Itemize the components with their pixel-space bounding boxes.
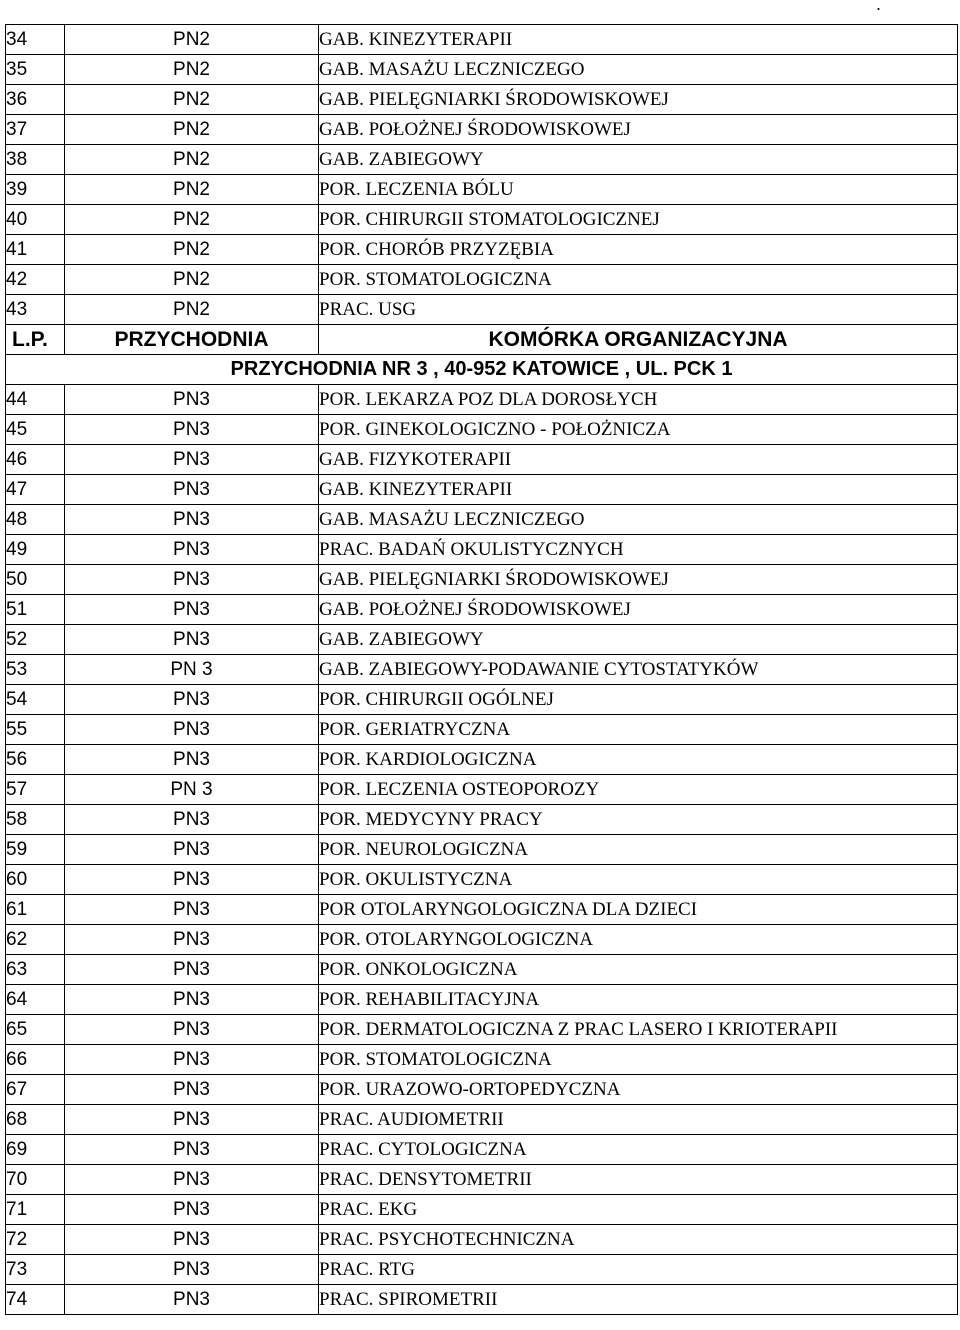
clinic-code: PN2 <box>65 295 319 325</box>
row-number: 35 <box>6 55 65 85</box>
row-number: 44 <box>6 385 65 415</box>
table-row <box>6 1225 958 1255</box>
table-header-group <box>6 325 958 385</box>
clinic-code: PN3 <box>65 415 319 445</box>
clinic-code: PN3 <box>65 565 319 595</box>
unit-name: POR. STOMATOLOGICZNA <box>319 265 958 295</box>
unit-name: POR. STOMATOLOGICZNA <box>319 1045 958 1075</box>
unit-name: POR. ONKOLOGICZNA <box>319 955 958 985</box>
table-row <box>6 1285 958 1315</box>
row-number: 56 <box>6 745 65 775</box>
row-number: 39 <box>6 175 65 205</box>
clinic-code: PN2 <box>65 265 319 295</box>
unit-name: POR. MEDYCYNY PRACY <box>319 805 958 835</box>
row-number: 57 <box>6 775 65 805</box>
clinic-code: PN 3 <box>65 655 319 685</box>
table-row <box>6 55 958 85</box>
table-header-row <box>6 325 958 355</box>
clinic-code: PN3 <box>65 925 319 955</box>
unit-name: PRAC. RTG <box>319 1255 958 1285</box>
table-row <box>6 835 958 865</box>
table-row <box>6 235 958 265</box>
clinic-code: PN3 <box>65 475 319 505</box>
clinic-code: PN3 <box>65 1075 319 1105</box>
section-row <box>6 355 958 385</box>
unit-name: PRAC. DENSYTOMETRII <box>319 1165 958 1195</box>
clinic-code: PN3 <box>65 895 319 925</box>
clinic-code: PN3 <box>65 985 319 1015</box>
header-unit: KOMÓRKA ORGANIZACYJNA <box>319 325 958 355</box>
unit-name: POR. NEUROLOGICZNA <box>319 835 958 865</box>
table-row <box>6 715 958 745</box>
table-row <box>6 865 958 895</box>
clinic-code: PN3 <box>65 745 319 775</box>
clinic-code: PN3 <box>65 1105 319 1135</box>
table-row <box>6 1255 958 1285</box>
unit-name: PRAC. USG <box>319 295 958 325</box>
row-number: 40 <box>6 205 65 235</box>
unit-name: PRAC. EKG <box>319 1195 958 1225</box>
row-number: 38 <box>6 145 65 175</box>
table-row <box>6 175 958 205</box>
clinic-code: PN3 <box>65 1225 319 1255</box>
row-number: 51 <box>6 595 65 625</box>
table-row <box>6 805 958 835</box>
table-row <box>6 625 958 655</box>
row-number: 37 <box>6 115 65 145</box>
table-row <box>6 685 958 715</box>
table-row <box>6 565 958 595</box>
unit-name: POR. CHIRURGII STOMATOLOGICZNEJ <box>319 205 958 235</box>
clinic-code: PN3 <box>65 445 319 475</box>
unit-name: GAB. KINEZYTERAPII <box>319 25 958 55</box>
table-row <box>6 1015 958 1045</box>
unit-name: GAB. ZABIEGOWY <box>319 625 958 655</box>
clinic-code: PN3 <box>65 385 319 415</box>
table-row <box>6 385 958 415</box>
clinic-code: PN2 <box>65 55 319 85</box>
unit-name: GAB. KINEZYTERAPII <box>319 475 958 505</box>
clinic-code: PN3 <box>65 685 319 715</box>
row-number: 55 <box>6 715 65 745</box>
table-row <box>6 115 958 145</box>
row-number: 45 <box>6 415 65 445</box>
clinic-code: PN2 <box>65 85 319 115</box>
unit-name: POR. LECZENIA OSTEOPOROZY <box>319 775 958 805</box>
clinic-code: PN3 <box>65 595 319 625</box>
table-row <box>6 1165 958 1195</box>
unit-name: GAB. PIELĘGNIARKI ŚRODOWISKOWEJ <box>319 85 958 115</box>
row-number: 36 <box>6 85 65 115</box>
unit-name: POR. CHIRURGII OGÓLNEJ <box>319 685 958 715</box>
clinic-code: PN3 <box>65 1195 319 1225</box>
table-row <box>6 925 958 955</box>
row-number: 71 <box>6 1195 65 1225</box>
unit-name: POR. KARDIOLOGICZNA <box>319 745 958 775</box>
clinic-code: PN2 <box>65 205 319 235</box>
unit-name: GAB. POŁOŻNEJ ŚRODOWISKOWEJ <box>319 595 958 625</box>
clinic-code: PN3 <box>65 1015 319 1045</box>
row-number: 53 <box>6 655 65 685</box>
unit-name: PRAC. SPIROMETRII <box>319 1285 958 1315</box>
row-number: 66 <box>6 1045 65 1075</box>
row-number: 60 <box>6 865 65 895</box>
row-number: 54 <box>6 685 65 715</box>
header-clinic: PRZYCHODNIA <box>65 325 319 355</box>
clinic-code: PN2 <box>65 145 319 175</box>
table-row <box>6 895 958 925</box>
table-row <box>6 745 958 775</box>
unit-name: PRAC. BADAŃ OKULISTYCZNYCH <box>319 535 958 565</box>
row-number: 58 <box>6 805 65 835</box>
table-row <box>6 205 958 235</box>
table-row <box>6 25 958 55</box>
unit-name: POR. GINEKOLOGICZNO - POŁOŻNICZA <box>319 415 958 445</box>
row-number: 34 <box>6 25 65 55</box>
clinic-code: PN3 <box>65 505 319 535</box>
clinic-code: PN3 <box>65 865 319 895</box>
clinic-code: PN3 <box>65 955 319 985</box>
table-row <box>6 505 958 535</box>
unit-name: GAB. PIELĘGNIARKI ŚRODOWISKOWEJ <box>319 565 958 595</box>
corner-mark: . <box>876 0 882 14</box>
row-number: 74 <box>6 1285 65 1315</box>
unit-name: POR. CHORÓB PRZYZĘBIA <box>319 235 958 265</box>
table-row <box>6 415 958 445</box>
unit-name: PRAC. PSYCHOTECHNICZNA <box>319 1225 958 1255</box>
clinic-code: PN3 <box>65 1135 319 1165</box>
table-row <box>6 1195 958 1225</box>
clinic-code: PN3 <box>65 805 319 835</box>
clinic-code: PN2 <box>65 175 319 205</box>
unit-name: GAB. MASAŻU LECZNICZEGO <box>319 55 958 85</box>
row-number: 41 <box>6 235 65 265</box>
unit-name: POR OTOLARYNGOLOGICZNA DLA DZIECI <box>319 895 958 925</box>
unit-name: GAB. FIZYKOTERAPII <box>319 445 958 475</box>
clinic-code: PN2 <box>65 25 319 55</box>
unit-name: GAB. POŁOŻNEJ ŚRODOWISKOWEJ <box>319 115 958 145</box>
row-number: 70 <box>6 1165 65 1195</box>
clinic-code: PN3 <box>65 1045 319 1075</box>
unit-name: POR. OKULISTYCZNA <box>319 865 958 895</box>
row-number: 62 <box>6 925 65 955</box>
row-number: 63 <box>6 955 65 985</box>
table-row <box>6 1045 958 1075</box>
table-row <box>6 1135 958 1165</box>
row-number: 65 <box>6 1015 65 1045</box>
unit-name: POR. LEKARZA POZ DLA DOROSŁYCH <box>319 385 958 415</box>
table-row <box>6 85 958 115</box>
row-number: 64 <box>6 985 65 1015</box>
unit-name: POR. LECZENIA BÓLU <box>319 175 958 205</box>
header-lp: L.P. <box>6 325 65 355</box>
row-number: 72 <box>6 1225 65 1255</box>
unit-name: POR. REHABILITACYJNA <box>319 985 958 1015</box>
unit-name: GAB. ZABIEGOWY-PODAWANIE CYTOSTATYKÓW <box>319 655 958 685</box>
unit-name: PRAC. CYTOLOGICZNA <box>319 1135 958 1165</box>
clinic-code: PN2 <box>65 115 319 145</box>
row-number: 48 <box>6 505 65 535</box>
row-number: 42 <box>6 265 65 295</box>
unit-name: GAB. MASAŻU LECZNICZEGO <box>319 505 958 535</box>
row-number: 67 <box>6 1075 65 1105</box>
row-number: 69 <box>6 1135 65 1165</box>
clinic-code: PN3 <box>65 625 319 655</box>
unit-name: POR. URAZOWO-ORTOPEDYCZNA <box>319 1075 958 1105</box>
row-number: 73 <box>6 1255 65 1285</box>
clinic-code: PN3 <box>65 1165 319 1195</box>
table-row <box>6 655 958 685</box>
unit-name: PRAC. AUDIOMETRII <box>319 1105 958 1135</box>
table-row <box>6 985 958 1015</box>
table-row <box>6 265 958 295</box>
table-body-top <box>6 25 958 325</box>
row-number: 68 <box>6 1105 65 1135</box>
table-row <box>6 595 958 625</box>
table-row <box>6 535 958 565</box>
table-body-bottom <box>6 385 958 1315</box>
row-number: 61 <box>6 895 65 925</box>
table-row <box>6 145 958 175</box>
row-number: 46 <box>6 445 65 475</box>
table-row <box>6 775 958 805</box>
row-number: 49 <box>6 535 65 565</box>
unit-name: POR. OTOLARYNGOLOGICZNA <box>319 925 958 955</box>
clinic-code: PN3 <box>65 1255 319 1285</box>
table-row <box>6 295 958 325</box>
clinic-code: PN2 <box>65 235 319 265</box>
section-title: PRZYCHODNIA NR 3 , 40-952 KATOWICE , UL. PCK 1 <box>6 355 958 385</box>
unit-name: POR. DERMATOLOGICZNA Z PRAC LASERO I KRIOTERAPII <box>319 1015 958 1045</box>
clinic-code: PN 3 <box>65 775 319 805</box>
table-row <box>6 445 958 475</box>
row-number: 59 <box>6 835 65 865</box>
clinic-code: PN3 <box>65 715 319 745</box>
row-number: 52 <box>6 625 65 655</box>
clinic-code: PN3 <box>65 1285 319 1315</box>
row-number: 50 <box>6 565 65 595</box>
row-number: 43 <box>6 295 65 325</box>
row-number: 47 <box>6 475 65 505</box>
clinic-code: PN3 <box>65 835 319 865</box>
table-row <box>6 955 958 985</box>
table-row <box>6 1105 958 1135</box>
clinic-units-table <box>5 24 958 1315</box>
unit-name: POR. GERIATRYCZNA <box>319 715 958 745</box>
clinic-code: PN3 <box>65 535 319 565</box>
unit-name: GAB. ZABIEGOWY <box>319 145 958 175</box>
table-row <box>6 1075 958 1105</box>
table-row <box>6 475 958 505</box>
